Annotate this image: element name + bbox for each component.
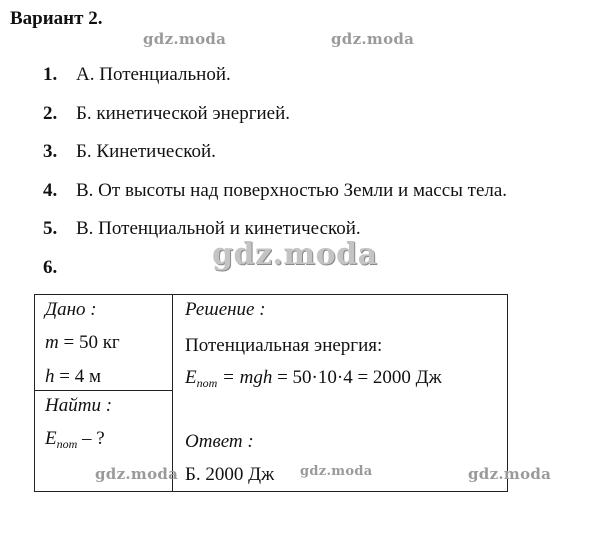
watermark: gdz.moda: [95, 465, 179, 483]
answer-number: 4.: [43, 179, 58, 201]
watermark: gdz.moda: [468, 465, 552, 483]
given-cell: [35, 295, 172, 391]
answer-value: Б. 2000 Дж: [185, 464, 275, 485]
list-item: [43, 103, 507, 142]
list-item: [43, 64, 507, 103]
given-mass: m = 50 кг: [45, 332, 120, 353]
answer-number: 2.: [43, 102, 58, 124]
solution-table: [34, 294, 508, 492]
given-header: Дано :: [45, 299, 97, 320]
watermark-large: gdz.moda: [212, 237, 378, 272]
watermark: gdz.moda: [300, 464, 373, 479]
watermark: gdz.moda: [143, 30, 227, 48]
answer-number: 1.: [43, 64, 58, 85]
answer-text: А. Потенциальной.: [76, 64, 231, 85]
task-6-number: 6.: [43, 257, 58, 278]
answer-text: Б. Кинетической.: [76, 141, 216, 162]
find-header: Найти :: [45, 395, 113, 416]
answer-text: Б. кинетической энергией.: [76, 102, 291, 124]
answer-text: В. Потенциальной и кинетической.: [76, 218, 361, 239]
answer-header: Ответ :: [185, 431, 254, 452]
solution-line: Потенциальная энергия:: [185, 335, 383, 356]
answer-number: 5.: [43, 218, 58, 239]
list-item: [43, 180, 507, 219]
given-height: h = 4 м: [45, 366, 101, 387]
answer-list: [43, 64, 507, 257]
given-find-column: [35, 295, 173, 491]
solution-formula: $E_{пот}$ = mgh = 50·10·4 = 2000 Дж: [185, 367, 442, 390]
watermark: gdz.moda: [331, 30, 415, 48]
list-item: [43, 141, 507, 180]
find-quantity: $E_{пот}$ – ?: [45, 428, 105, 451]
answer-number: 3.: [43, 141, 58, 162]
variant-title: Вариант 2.: [10, 8, 103, 29]
solution-header: Решение :: [185, 299, 266, 320]
answer-text: В. От высоты над поверхностью Земли и массы тела.: [76, 179, 508, 201]
